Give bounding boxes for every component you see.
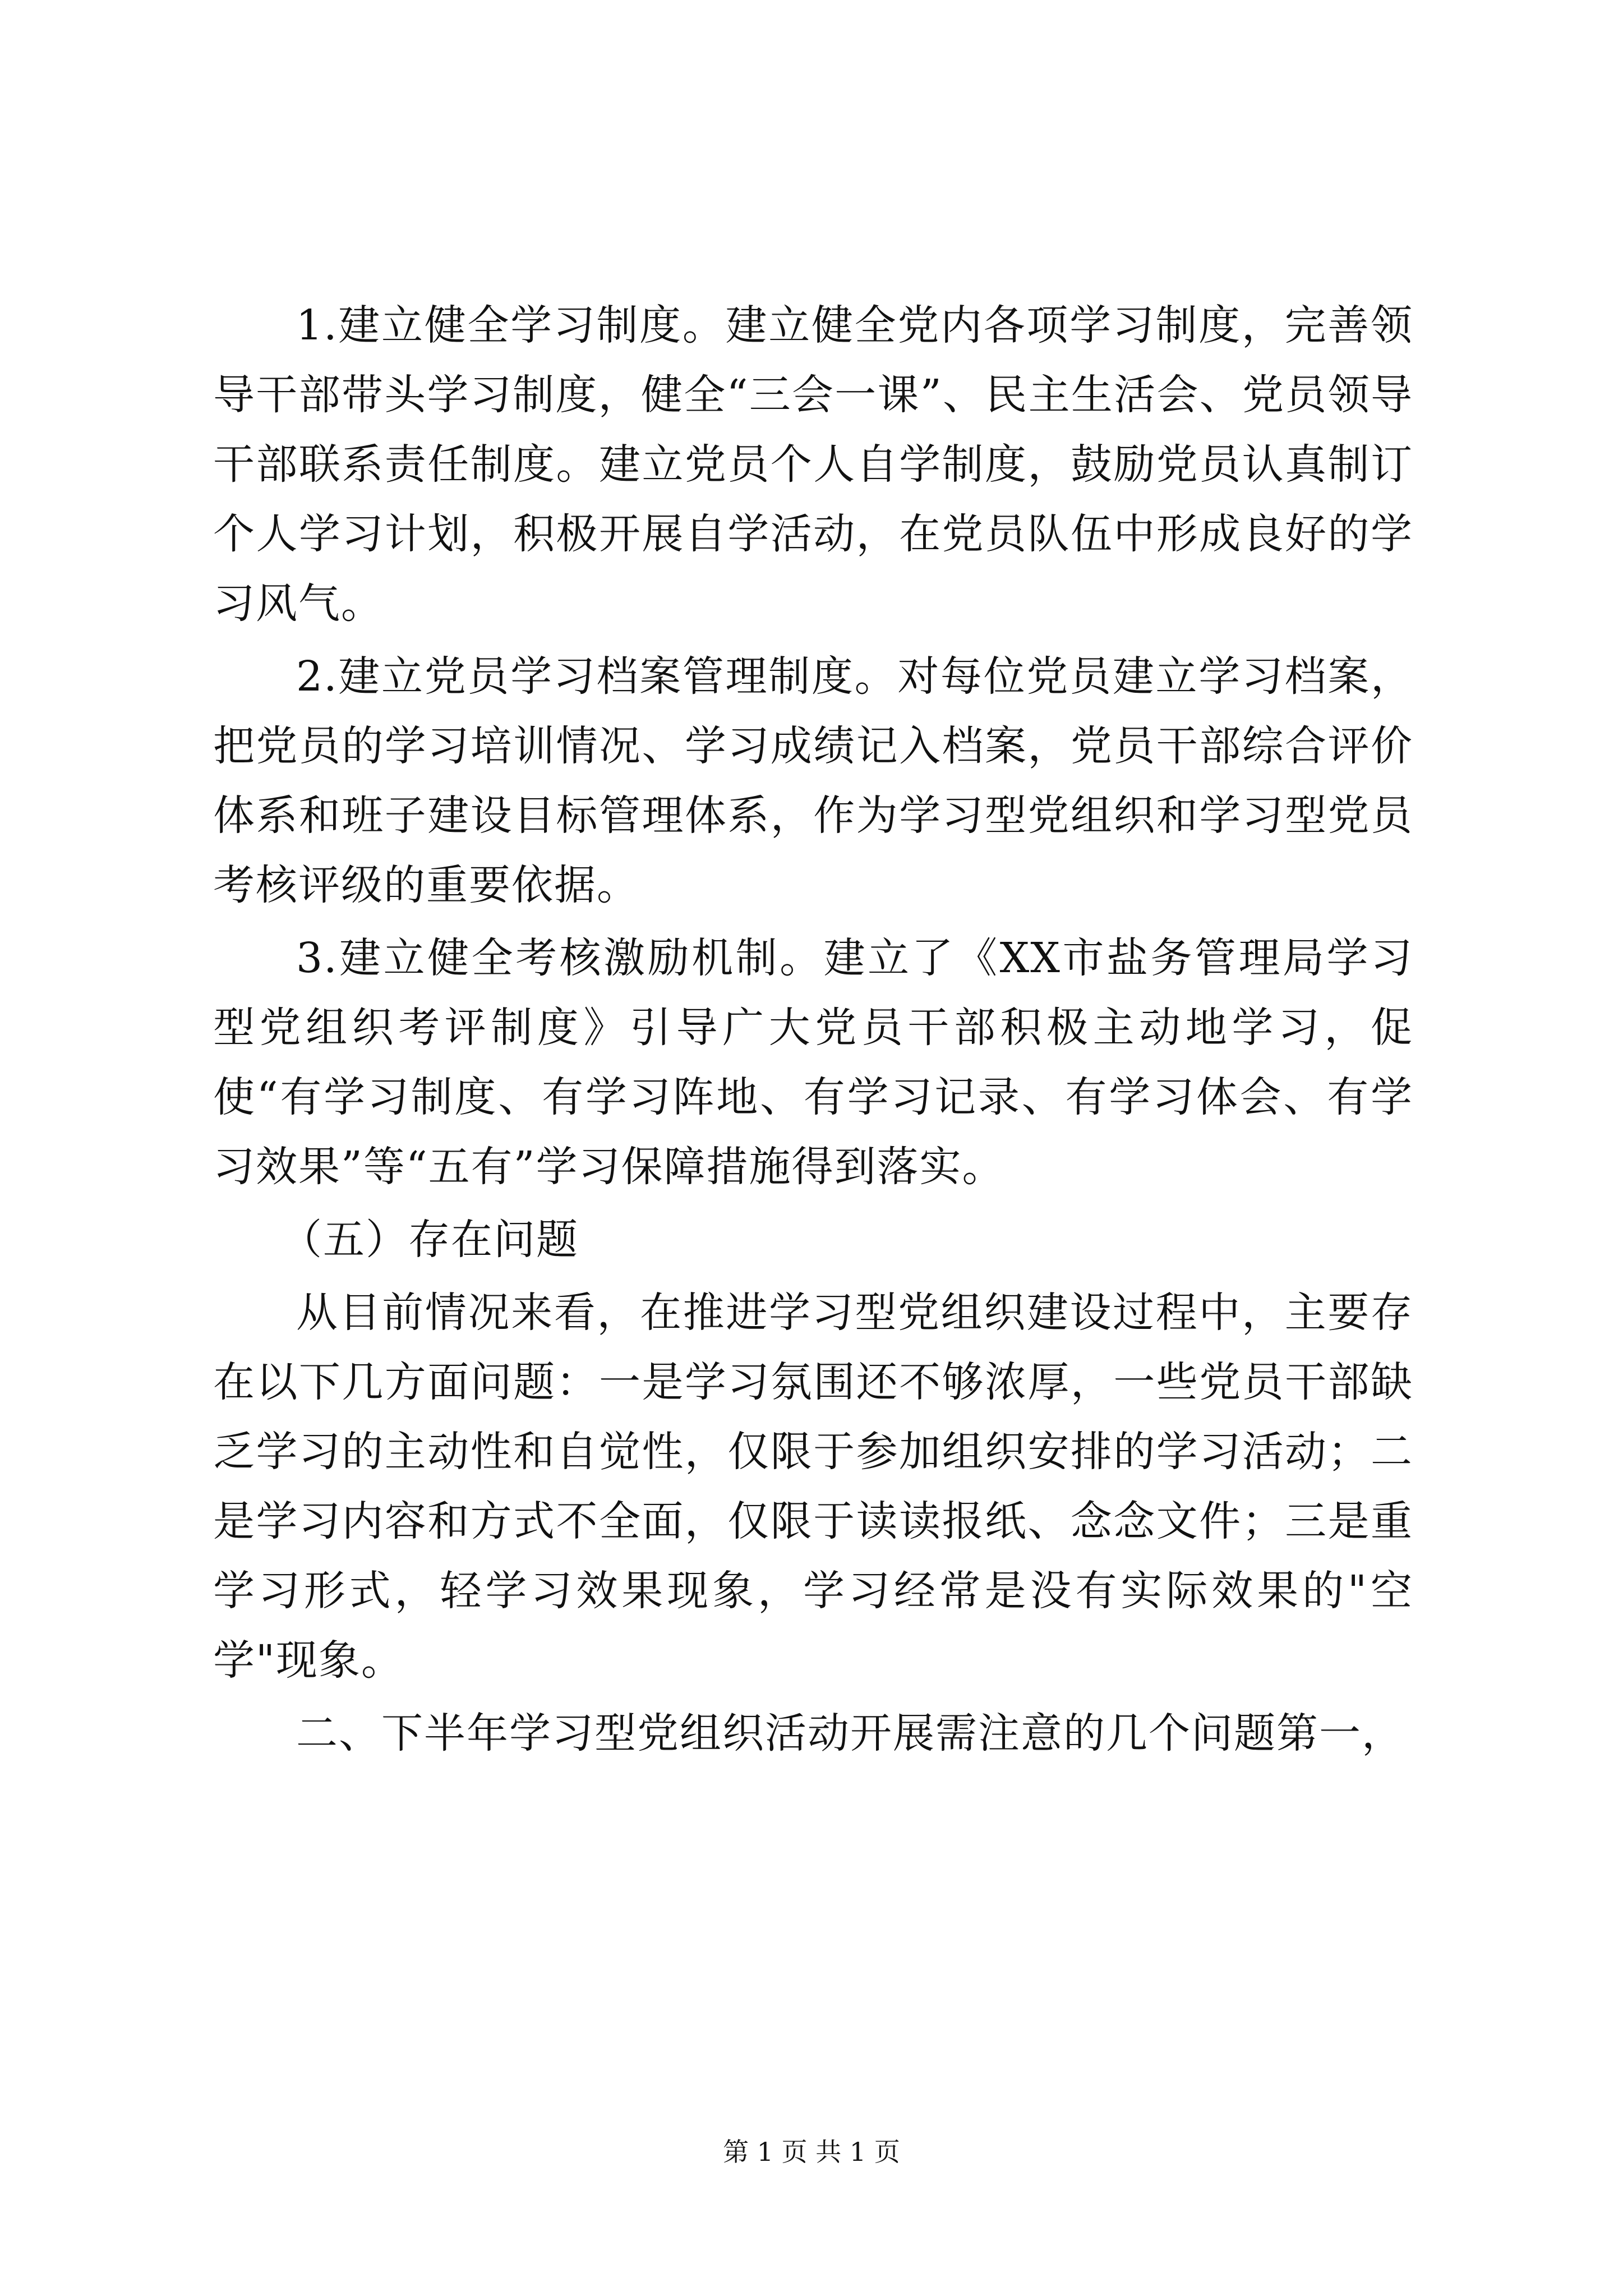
paragraph-assessment-mechanism: 3.建立健全考核激励机制。建立了《XX市盐务管理局学习型党组织考评制度》引导广大党员干部积极主动地学习，促使“有学习制度、有学习阵地、有学习记录、有学习体会、有学习效果”等“五有”学习保障措施得到落实。	[213, 934, 1413, 1191]
paragraph-study-system: 1.建立健全学习制度。建立健全党内各项学习制度，完善领导干部带头学习制度，健全“三会一课”、民主生活会、党员领导干部联系责任制度。建立党员个人自学制度，鼓励党员认真制订个人学习计划，积极开展自学活动，在党员队伍中形成良好的学习风气。	[213, 301, 1413, 628]
paragraph-problems: 从目前情况来看，在推进学习型党组织建设过程中，主要存在以下几方面问题：一是学习氛围还不够浓厚，一些党员干部缺乏学习的主动性和自觉性，仅限于参加组织安排的学习活动；二是学习内容和方式不全面，仅限于读读报纸、念念文件；三是重学习形式，轻学习效果现象，学习经常是没有实际效果的"空学"现象。	[213, 1289, 1413, 1685]
paragraph-second-half-issues: 二、下半年学习型党组织活动开展需注意的几个问题第一，	[296, 1709, 1404, 1757]
page-footer: 第 1 页 共 1 页	[723, 2137, 900, 2167]
paragraph-study-archive: 2.建立党员学习档案管理制度。对每位党员建立学习档案，把党员的学习培训情况、学习成绩记入档案，党员干部综合评价体系和班子建设目标管理体系，作为学习型党组织和学习型党员考核评级的重要依据。	[213, 652, 1413, 909]
section-heading-problems: （五）存在问题	[280, 1216, 579, 1264]
document-body	[213, 291, 1413, 1772]
